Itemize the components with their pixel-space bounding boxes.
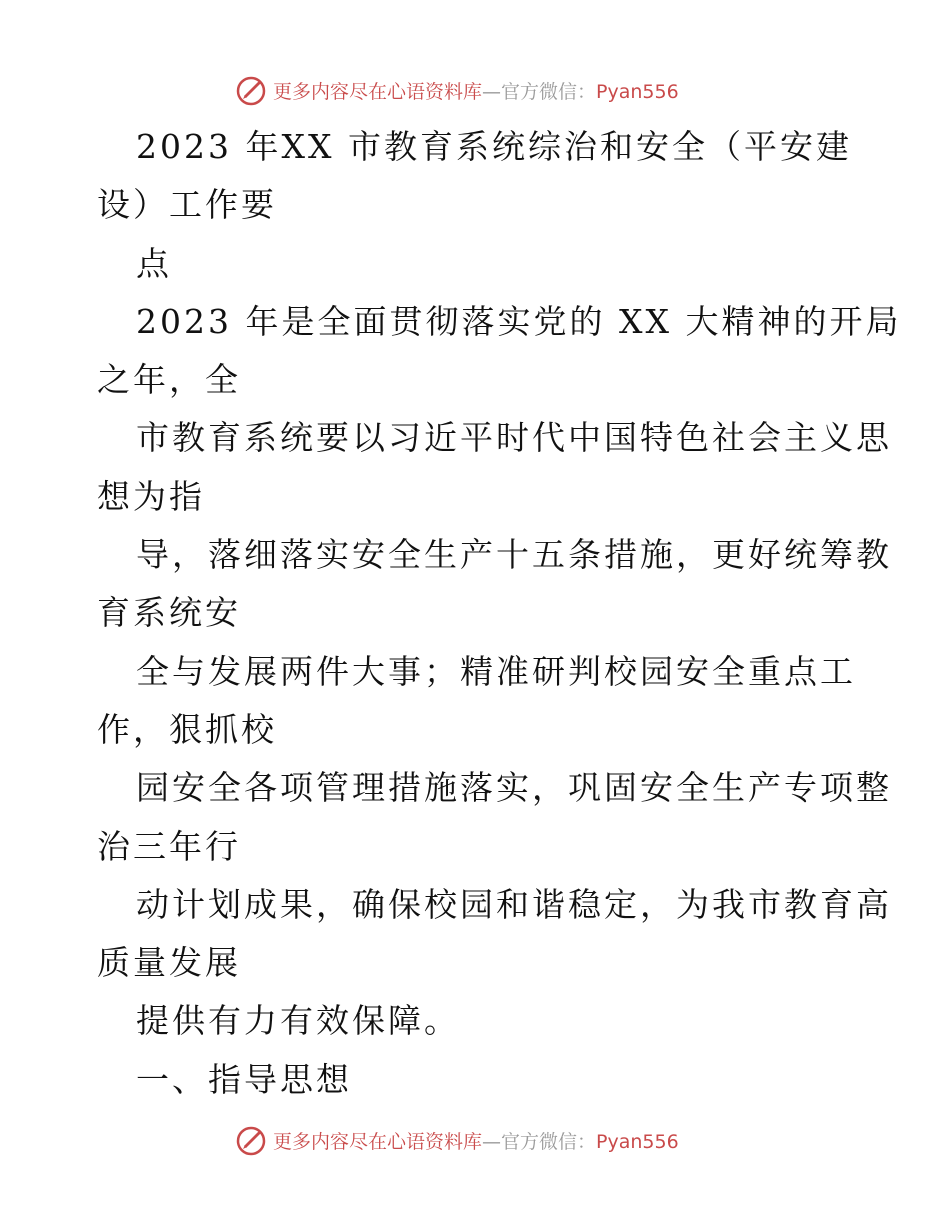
text-line: 市教育系统要以习近平时代中国特色社会主义思 (136, 418, 892, 458)
watermark-red-text: 更多内容尽在心语资料库 (273, 1130, 483, 1153)
text-line: 动计划成果，确保校园和谐稳定，为我市教育高 (136, 884, 892, 924)
text-line: 点 (136, 243, 172, 283)
watermark-text (273, 77, 679, 104)
text-line: 园安全各项管理措施落实，巩固安全生产专项整 (136, 768, 892, 808)
quill-seal-icon (235, 1124, 267, 1156)
text-line: 作，狠抓校 (97, 709, 277, 749)
text-line: 导，落细落实安全生产十五条措施，更好统筹教 (136, 535, 892, 575)
watermark-id-text: Pyan556 (596, 80, 679, 103)
watermark-id-text: Pyan556 (596, 1130, 679, 1153)
text-line: 之年，全 (97, 360, 241, 400)
text-line: 育系统安 (97, 593, 241, 633)
text-line: 2023 年XX 市教育系统综治和安全（平安建 (136, 127, 852, 166)
text-line: 质量发展 (97, 943, 241, 983)
text-line: 一、指导思想 (136, 1059, 352, 1099)
text-line: 想为指 (97, 476, 205, 516)
text-line: 提供有力有效保障。 (136, 1001, 460, 1041)
footer-watermark (235, 1122, 679, 1158)
header-watermark (235, 72, 679, 108)
quill-seal-icon (235, 74, 267, 106)
watermark-gray-text: —官方微信： (482, 80, 597, 103)
watermark-text (273, 1127, 679, 1154)
text-line: 2023 年是全面贯彻落实党的 XX 大精神的开局 (136, 301, 902, 341)
document-body (97, 118, 902, 1109)
text-line: 全与发展两件大事；精准研判校园安全重点工 (136, 651, 856, 691)
watermark-gray-text: —官方微信： (482, 1130, 597, 1153)
watermark-red-text: 更多内容尽在心语资料库 (273, 80, 483, 103)
text-line: 治三年行 (97, 826, 241, 866)
text-line: 设）工作要 (97, 185, 277, 225)
